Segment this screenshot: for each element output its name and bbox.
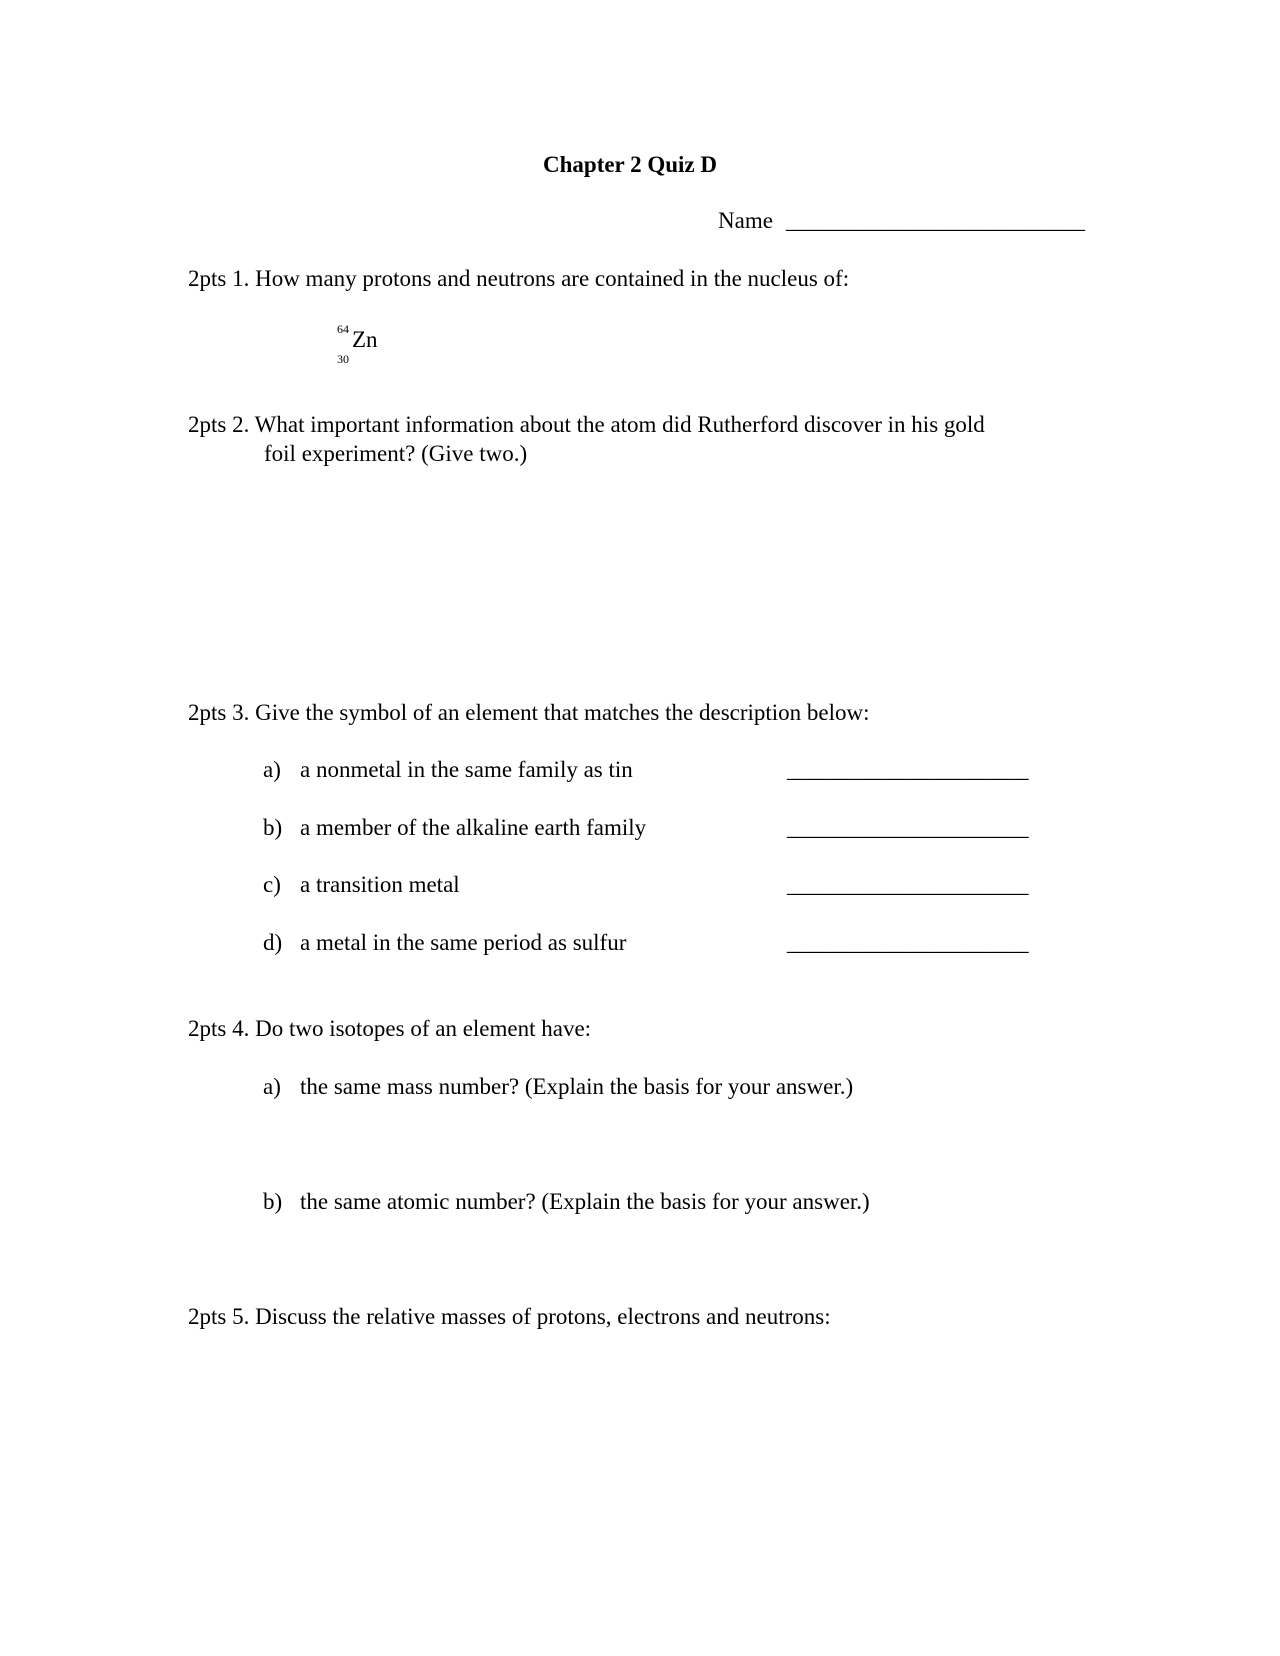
q3-item-b-answer-blank[interactable]: _____________________ (787, 815, 1029, 840)
q4-item-b-text: the same atomic number? (Explain the basis for your answer.) (300, 1189, 870, 1214)
q3-item-a-text: a nonmetal in the same family as tin (300, 757, 633, 782)
q3-item-d-text: a metal in the same period as sulfur (300, 930, 627, 955)
page-title: Chapter 2 Quiz D (543, 152, 717, 177)
question-4-text: 2pts 4. Do two isotopes of an element have: (188, 1016, 592, 1041)
question-3-text: 2pts 3. Give the symbol of an element that matches the description below: (188, 700, 870, 725)
isotope-atomic-number: 30 (337, 352, 349, 366)
q3-item-a-letter: a) (263, 757, 281, 782)
name-answer-blank[interactable]: __________________________ (786, 208, 1085, 233)
name-label: Name (718, 208, 773, 233)
q4-item-a-text: the same mass number? (Explain the basis for your answer.) (300, 1074, 854, 1099)
q3-item-c-answer-blank[interactable]: _____________________ (787, 872, 1029, 897)
question-5-text: 2pts 5. Discuss the relative masses of protons, electrons and neutrons: (188, 1304, 831, 1329)
q3-item-b-text: a member of the alkaline earth family (300, 815, 647, 840)
question-1-text: 2pts 1. How many protons and neutrons are contained in the nucleus of: (188, 266, 850, 291)
isotope-mass-number: 64 (337, 322, 349, 336)
q4-item-a-letter: a) (263, 1074, 281, 1099)
question-2-line-1: 2pts 2. What important information about the atom did Rutherford discover in his gold (188, 412, 985, 437)
q3-item-d-answer-blank[interactable]: _____________________ (787, 930, 1029, 955)
q3-item-b-letter: b) (263, 815, 283, 840)
question-2-line-2: foil experiment? (Give two.) (264, 441, 528, 466)
q3-item-c-letter: c) (263, 872, 281, 897)
q3-item-a-answer-blank[interactable]: _____________________ (787, 757, 1029, 782)
q3-item-c-text: a transition metal (300, 872, 460, 897)
q4-item-b-letter: b) (263, 1189, 283, 1214)
q3-item-d-letter: d) (263, 930, 283, 955)
isotope-symbol: Zn (352, 327, 378, 352)
